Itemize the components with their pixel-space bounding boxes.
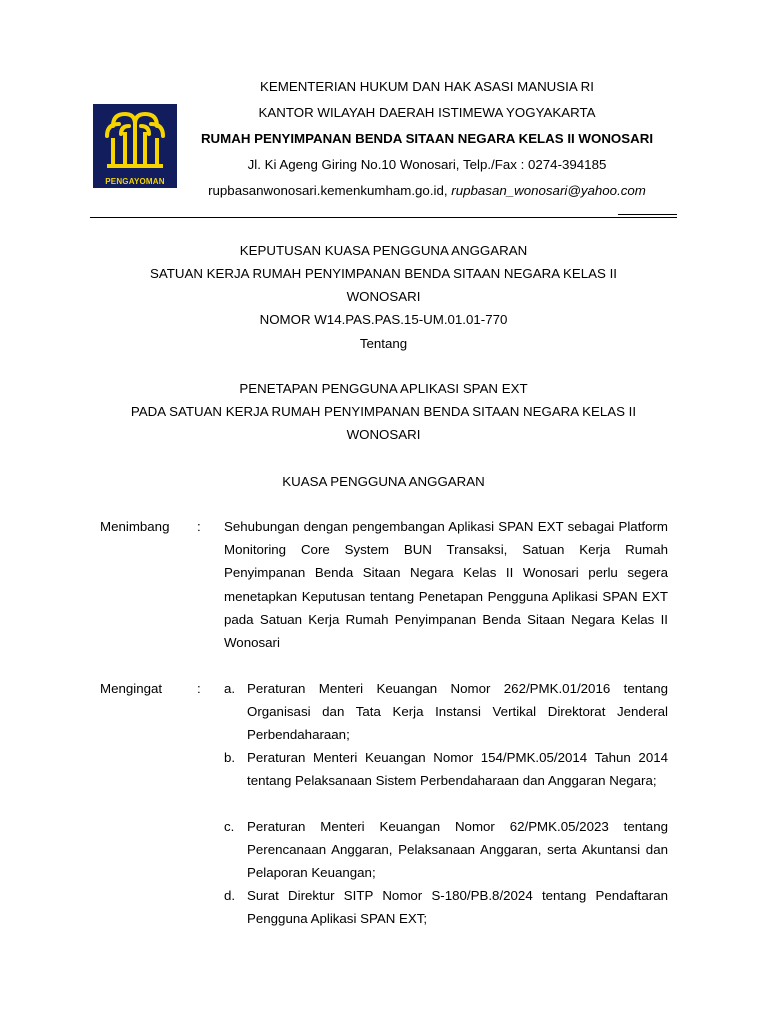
item-marker: c.	[224, 819, 235, 834]
item-text: Peraturan Menteri Keuangan Nomor 62/PMK.05/2023 tentang Perencanaan Anggaran, Pelaksanaan Anggaran, serta Akuntansi dan Pelaporan Keuangan;	[247, 819, 668, 881]
mengingat-label: Mengingat	[100, 681, 163, 696]
office-address: Jl. Ki Ageng Giring No.10 Wonosari, Telp./Fax : 0274-394185	[247, 157, 607, 172]
item-marker: d.	[224, 888, 236, 903]
decree-subject-line-1: PENETAPAN PENGGUNA APLIKASI SPAN EXT	[239, 381, 528, 396]
decree-subject-line-2: PADA SATUAN KERJA RUMAH PENYIMPANAN BENDA SITAAN NEGARA KELAS II	[130, 404, 637, 419]
decree-title-line-3: WONOSARI	[346, 289, 421, 304]
decree-title-line-2: SATUAN KERJA RUMAH PENYIMPANAN BENDA SITAAN NEGARA KELAS II	[150, 266, 617, 281]
menimbang-label: Menimbang	[100, 519, 170, 534]
office-name: RUMAH PENYIMPANAN BENDA SITAAN NEGARA KELAS II WONOSARI	[200, 131, 654, 146]
website-link[interactable]: rupbasanwonosari.kemenkumham.go.id,	[208, 183, 448, 198]
decree-about: Tentang	[359, 336, 408, 351]
ministry-name: KEMENTERIAN HUKUM DAN HAK ASASI MANUSIA RI	[260, 79, 594, 94]
regional-office-name: KANTOR WILAYAH DAERAH ISTIMEWA YOGYAKARTA	[258, 105, 596, 120]
decree-number: NOMOR W14.PAS.PAS.15-UM.01.01-770	[259, 312, 508, 327]
item-text: Peraturan Menteri Keuangan Nomor 262/PMK.01/2016 tentang Organisasi dan Tata Kerja Instansi Vertikal Direktorat Jenderal Perbendaharaan;	[247, 681, 668, 743]
menimbang-text: Sehubungan dengan pengembangan Aplikasi SPAN EXT sebagai Platform Monitoring Core System BUN Transaksi, Satuan Kerja Rumah Penyimpanan Benda Sitaan Negara Kelas II Wonosari perlu segera menetapkan Keputusan tentang Penetapan Pengguna Aplikasi SPAN EXT pada Satuan Kerja Rumah Penyimpanan Benda Sitaan Negara Kelas II Wonosari	[224, 519, 668, 651]
letterhead-divider	[90, 217, 677, 218]
decree-title-line-1: KEPUTUSAN KUASA PENGGUNA ANGGARAN	[239, 243, 528, 258]
pengayoman-logo	[93, 104, 177, 188]
menimbang-colon: :	[197, 519, 201, 534]
logo-text: PENGAYOMAN	[105, 177, 165, 186]
mengingat-colon: :	[197, 681, 201, 696]
item-marker: b.	[224, 750, 236, 765]
email-link[interactable]: rupbasan_wonosari@yahoo.com	[451, 183, 646, 198]
pengayoman-emblem-icon	[93, 104, 177, 176]
item-text: Peraturan Menteri Keuangan Nomor 154/PMK.05/2014 Tahun 2014 tentang Pelaksanaan Sistem Perbendaharaan dan Anggaran Negara;	[247, 750, 668, 789]
letterhead-divider-accent	[618, 214, 677, 215]
item-marker: a.	[224, 681, 236, 696]
decree-subject-line-3: WONOSARI	[346, 427, 421, 442]
item-text: Surat Direktur SITP Nomor S-180/PB.8/2024 tentang Pendaftaran Pengguna Aplikasi SPAN EXT;	[247, 888, 668, 927]
decree-authority: KUASA PENGGUNA ANGGARAN	[282, 474, 485, 489]
office-contact	[177, 183, 677, 198]
